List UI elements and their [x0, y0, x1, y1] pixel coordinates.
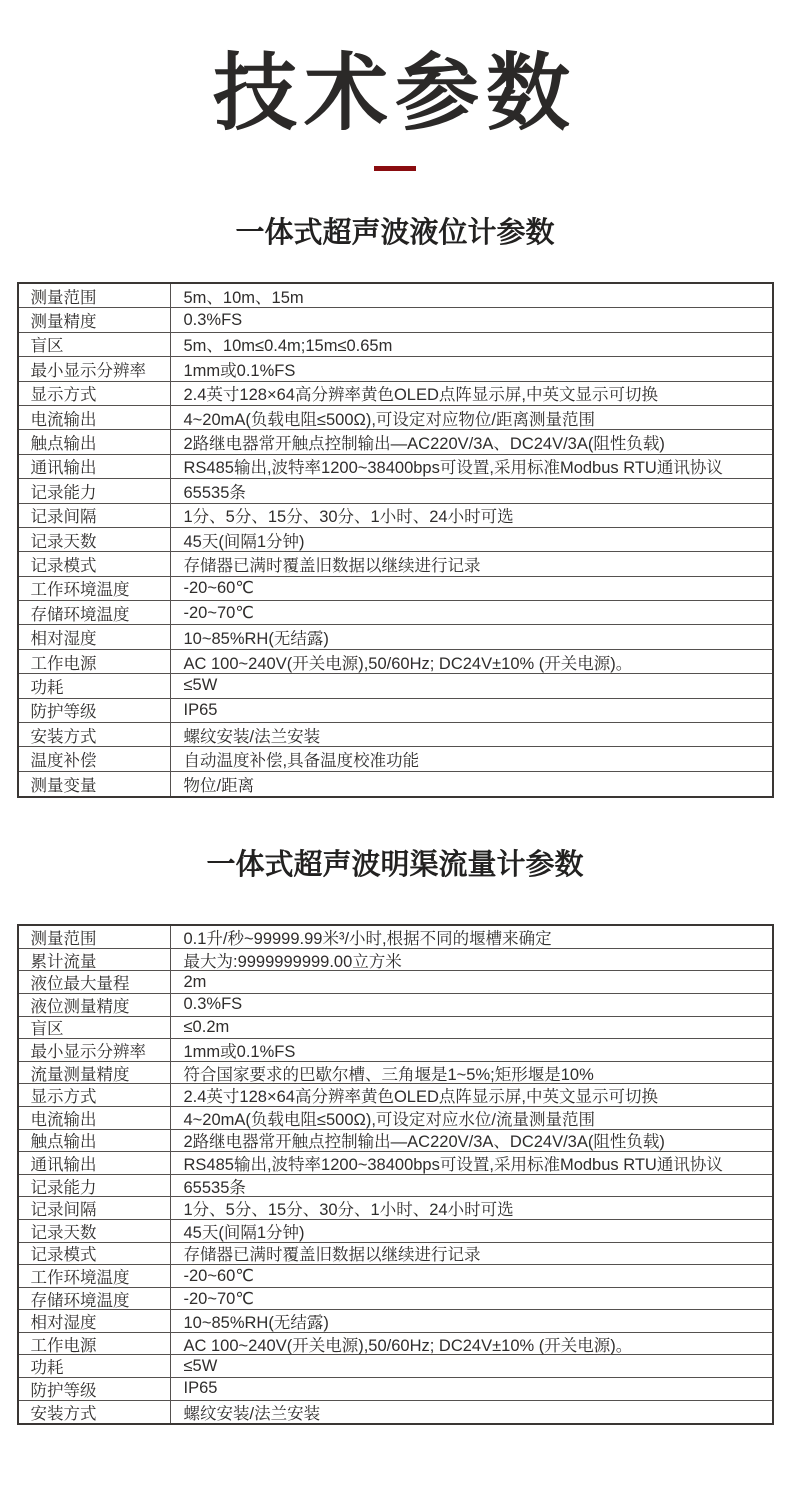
- table-row: [19, 650, 772, 674]
- spec-value: 物位/距离: [183, 777, 255, 795]
- spec-label: 触点输出: [19, 1130, 171, 1152]
- table-row: [19, 504, 772, 528]
- spec-label: 通讯输出: [19, 1152, 171, 1174]
- spec-value: 0.3%FS: [183, 310, 243, 329]
- table-row: [19, 1152, 772, 1175]
- spec-value: 存储器已满时覆盖旧数据以继续进行记录: [183, 557, 481, 575]
- table-row: [19, 949, 772, 972]
- table-row: [19, 1220, 772, 1243]
- spec-value: AC 100~240V(开关电源),50/60Hz; DC24V±10% (开关电源)。: [183, 1336, 633, 1355]
- spec-label: 显示方式: [19, 1084, 171, 1106]
- spec-label: 触点输出: [19, 430, 171, 453]
- table-row: [19, 1175, 772, 1198]
- spec-label: 测量精度: [19, 308, 171, 331]
- table-row: [19, 1017, 772, 1040]
- spec-value: AC 100~240V(开关电源),50/60Hz; DC24V±10% (开关电源)。: [183, 654, 633, 673]
- spec-value: 2.4英寸128×64高分辨率黄色OLED点阵显示屏,中英文显示可切换: [183, 1088, 658, 1106]
- table-row: [19, 1197, 772, 1220]
- spec-value: 自动温度补偿,具备温度校准功能: [183, 752, 420, 771]
- spec-value: 1mm或0.1%FS: [183, 361, 296, 380]
- spec-value: -20~60℃: [183, 1266, 254, 1285]
- level-meter-spec-table: [17, 282, 774, 798]
- table-row: [19, 455, 772, 479]
- table-row: [19, 577, 772, 601]
- table-row: [19, 357, 772, 381]
- spec-label: 功耗: [19, 1355, 171, 1377]
- section-title-level-meter: 一体式超声波液位计参数: [235, 217, 555, 249]
- spec-value: RS485输出,波特率1200~38400bps可设置,采用标准Modbus RTU通讯协议: [183, 459, 723, 478]
- spec-label: 最小显示分辨率: [19, 357, 171, 380]
- spec-label: 通讯输出: [19, 455, 171, 478]
- spec-label: 工作电源: [19, 1333, 171, 1355]
- table-row: [19, 674, 772, 698]
- spec-label: 记录模式: [19, 552, 171, 575]
- spec-label: 相对湿度: [19, 1310, 171, 1332]
- spec-label: 工作环境温度: [19, 1265, 171, 1287]
- table-row: [19, 699, 772, 723]
- spec-label: 记录间隔: [19, 504, 171, 527]
- section-title-flow-meter: 一体式超声波明渠流量计参数: [206, 849, 584, 882]
- table-row: [19, 1130, 772, 1153]
- table-row: [19, 1062, 772, 1085]
- table-row: [19, 284, 772, 308]
- spec-value: ≤0.2m: [183, 1017, 230, 1036]
- spec-value: 最大为:9999999999.00立方米: [183, 952, 402, 971]
- spec-value: RS485输出,波特率1200~38400bps可设置,采用标准Modbus RTU通讯协议: [183, 1155, 723, 1174]
- table-row: [19, 1378, 772, 1401]
- spec-label: 功耗: [19, 674, 171, 697]
- spec-label: 安装方式: [19, 723, 171, 746]
- spec-label: 液位测量精度: [19, 994, 171, 1016]
- spec-label: 显示方式: [19, 382, 171, 405]
- spec-label: 累计流量: [19, 949, 171, 971]
- spec-label: 记录模式: [19, 1243, 171, 1265]
- spec-label: 流量测量精度: [19, 1062, 171, 1084]
- table-row: [19, 1310, 772, 1333]
- spec-label: 记录能力: [19, 1175, 171, 1197]
- spec-value: 65535条: [183, 1178, 246, 1197]
- spec-value: 0.1升/秒~99999.99米³/小时,根据不同的堰槽来确定: [183, 930, 552, 948]
- spec-value: 符合国家要求的巴歇尔槽、三角堰是1~5%;矩形堰是10%: [183, 1065, 594, 1084]
- table-row: [19, 528, 772, 552]
- spec-label: 存储环境温度: [19, 1288, 171, 1310]
- table-row: [19, 1265, 772, 1288]
- spec-label: 记录天数: [19, 528, 171, 551]
- table-row: [19, 552, 772, 576]
- spec-label: 工作电源: [19, 650, 171, 673]
- spec-label: 记录能力: [19, 479, 171, 502]
- spec-label: 记录天数: [19, 1220, 171, 1242]
- table-row: [19, 772, 772, 796]
- spec-label: 最小显示分辨率: [19, 1039, 171, 1061]
- spec-label: 测量范围: [19, 284, 171, 307]
- spec-value: 2m: [183, 972, 207, 991]
- spec-value: -20~70℃: [183, 603, 254, 622]
- spec-label: 温度补偿: [19, 747, 171, 770]
- table-row: [19, 723, 772, 747]
- spec-value: 10~85%RH(无结露): [183, 630, 329, 649]
- table-row: [19, 926, 772, 949]
- table-row: [19, 333, 772, 357]
- table-row: [19, 1107, 772, 1130]
- table-row: [19, 1333, 772, 1356]
- spec-value: 4~20mA(负载电阻≤500Ω),可设定对应水位/流量测量范围: [183, 1110, 595, 1129]
- spec-value: 0.3%FS: [183, 995, 243, 1014]
- spec-label: 安装方式: [19, 1401, 171, 1424]
- spec-value: 存储器已满时覆盖旧数据以继续进行记录: [183, 1246, 481, 1265]
- spec-value: 2路继电器常开触点控制输出—AC220V/3A、DC24V/3A(阻性负载): [183, 435, 665, 454]
- spec-value: -20~70℃: [183, 1289, 254, 1308]
- spec-label: 防护等级: [19, 1378, 171, 1400]
- table-row: [19, 1039, 772, 1062]
- spec-value: 1mm或0.1%FS: [183, 1042, 296, 1061]
- spec-value: IP65: [183, 1379, 218, 1398]
- spec-label: 防护等级: [19, 699, 171, 722]
- table-row: [19, 406, 772, 430]
- table-row: [19, 1401, 772, 1424]
- spec-page: [0, 46, 790, 1425]
- table-row: [19, 1084, 772, 1107]
- title-divider: [374, 166, 416, 171]
- spec-value: 螺纹安装/法兰安装: [183, 727, 321, 746]
- spec-value: 螺纹安装/法兰安装: [183, 1404, 321, 1423]
- table-row: [19, 479, 772, 503]
- table-row: [19, 382, 772, 406]
- table-row: [19, 625, 772, 649]
- spec-value: 2路继电器常开触点控制输出—AC220V/3A、DC24V/3A(阻性负载): [183, 1133, 665, 1152]
- spec-value: 4~20mA(负载电阻≤500Ω),可设定对应物位/距离测量范围: [183, 410, 595, 429]
- spec-value: 45天(间隔1分钟): [183, 1223, 305, 1242]
- table-row: [19, 1288, 772, 1311]
- flow-meter-spec-table: [17, 924, 774, 1425]
- spec-value: 2.4英寸128×64高分辨率黄色OLED点阵显示屏,中英文显示可切换: [183, 386, 658, 405]
- spec-value: ≤5W: [183, 1356, 218, 1375]
- spec-value: ≤5W: [183, 676, 218, 695]
- table-row: [19, 1355, 772, 1378]
- table-row: [19, 430, 772, 454]
- spec-value: 5m、10m、15m: [183, 288, 304, 307]
- spec-label: 存储环境温度: [19, 601, 171, 624]
- table-row: [19, 601, 772, 625]
- spec-label: 测量范围: [19, 926, 171, 948]
- spec-label: 电流输出: [19, 1107, 171, 1129]
- spec-value: IP65: [183, 700, 218, 719]
- spec-label: 相对湿度: [19, 625, 171, 648]
- spec-label: 电流输出: [19, 406, 171, 429]
- table-row: [19, 971, 772, 994]
- table-row: [19, 994, 772, 1017]
- spec-value: 5m、10m≤0.4m;15m≤0.65m: [183, 337, 393, 356]
- spec-label: 工作环境温度: [19, 577, 171, 600]
- spec-value: 1分、5分、15分、30分、1小时、24小时可选: [183, 508, 514, 527]
- spec-label: 盲区: [19, 1017, 171, 1039]
- spec-label: 盲区: [19, 333, 171, 356]
- spec-value: 10~85%RH(无结露): [183, 1314, 329, 1332]
- spec-label: 液位最大量程: [19, 971, 171, 993]
- spec-label: 记录间隔: [19, 1197, 171, 1219]
- spec-value: 1分、5分、15分、30分、1小时、24小时可选: [183, 1201, 514, 1219]
- spec-value: 45天(间隔1分钟): [183, 532, 305, 551]
- table-row: [19, 747, 772, 771]
- table-row: [19, 1243, 772, 1266]
- table-row: [19, 308, 772, 332]
- page-title: 技术参数: [212, 46, 577, 140]
- spec-value: -20~60℃: [183, 579, 254, 598]
- spec-value: 65535条: [183, 483, 246, 502]
- spec-label: 测量变量: [19, 772, 171, 796]
